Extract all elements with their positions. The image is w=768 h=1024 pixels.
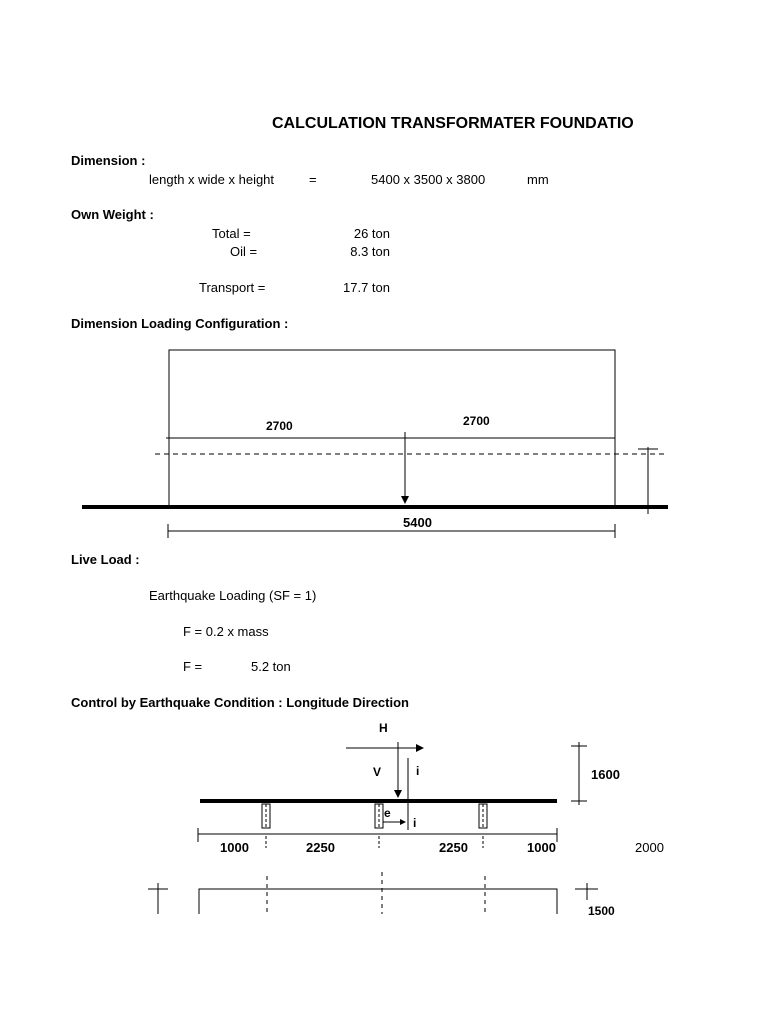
dimension-value: 5400 x 3500 x 3800 [371,172,486,187]
force-value: 5.2 ton [251,659,291,674]
i2-label: i [413,816,417,830]
transport-value: 17.7 ton [343,280,390,295]
v-label: V [373,765,382,779]
page-title: CALCULATION TRANSFORMATER FOUNDATIO [272,115,634,132]
oil-value: 8.3 ton [350,244,390,259]
loading-config-heading: Dimension Loading Configuration : [71,316,289,331]
bottom-dimension: 1500 [588,904,615,918]
height-dimension: 1600 [591,767,620,782]
force-formula: F = 0.2 x mass [183,624,269,639]
total-value: 26 ton [353,226,390,241]
force-label: F = [183,659,203,674]
oil-label: Oil = [230,244,258,259]
dimension-label: length x wide x height [149,172,275,187]
total-label: Total = [212,226,251,241]
i-label: i [416,764,420,778]
right-dimension: 2700 [463,414,490,428]
side-dimension: 2000 [635,840,664,855]
dimension-4: 1000 [527,840,556,855]
earthquake-loading-text: Earthquake Loading (SF = 1) [149,588,317,603]
total-dimension: 5400 [403,515,432,530]
dimension-2: 2250 [306,840,335,855]
dimension-equals: = [309,172,317,187]
transport-label: Transport = [199,280,266,295]
dimension-heading: Dimension : [71,153,146,168]
e-label: e [384,806,391,820]
dimension-1: 1000 [220,840,249,855]
left-dimension: 2700 [266,419,293,433]
pile-cap-outline [199,889,557,914]
live-load-heading: Live Load : [71,552,140,567]
dimension-3: 2250 [439,840,468,855]
earthquake-heading: Control by Earthquake Condition : Longitude Direction [71,695,409,710]
own-weight-heading: Own Weight : [71,207,154,222]
dimension-unit: mm [527,172,549,187]
h-label: H [379,721,388,735]
